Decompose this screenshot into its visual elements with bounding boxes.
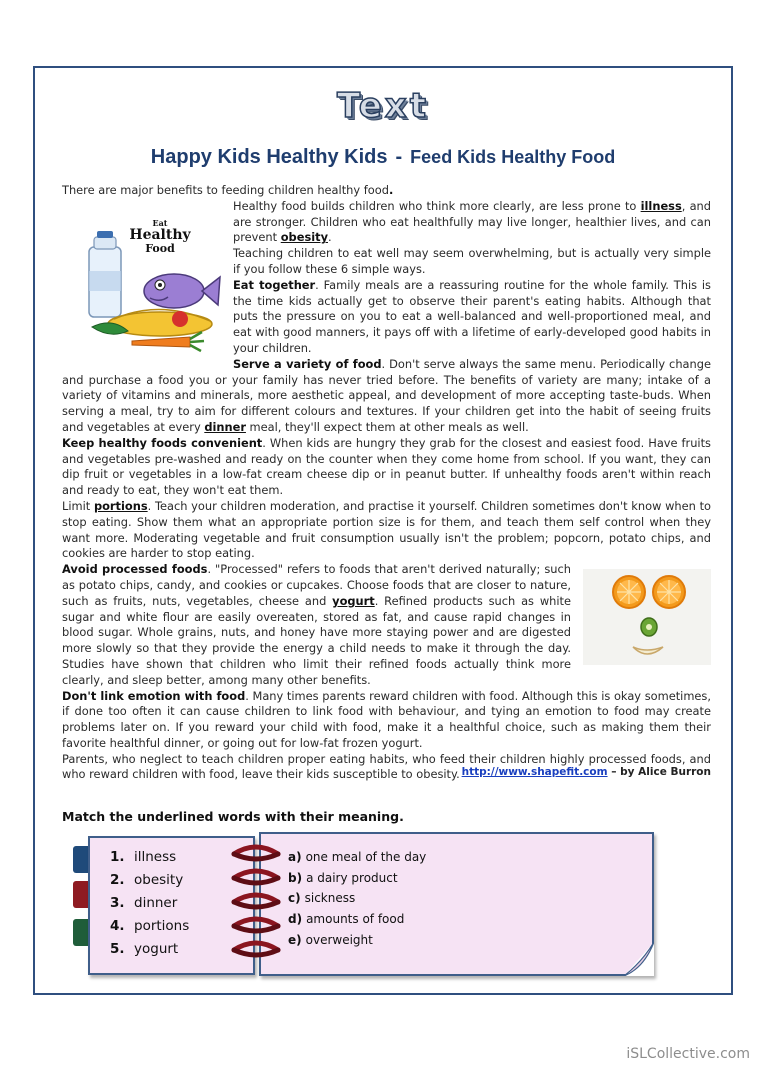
meaning-list-notebook: [259, 832, 654, 976]
paragraph-emotion: [62, 689, 711, 752]
fruit-face-image: [583, 569, 711, 665]
big-title: Text: [337, 86, 429, 126]
text-run: , and are stronger. Children who eat healthfully may live longer, healthier lives, and can prevent: [233, 198, 712, 245]
text-run: Healthy food builds children who think more clearly, are less prone to: [233, 198, 641, 213]
source-link[interactable]: http://www.shapefit.com: [461, 766, 608, 778]
paragraph-variety: [62, 357, 711, 436]
text-run: meal, they'll expect them at other meals as well.: [245, 419, 529, 434]
article-body: [62, 183, 711, 783]
meaning-item: a) one meal of the day: [288, 850, 427, 864]
bold-phrase: Eat together: [233, 277, 316, 292]
spiral-binding: [226, 842, 286, 972]
image-label-eat: Eat: [152, 217, 168, 228]
eat-healthy-food-image: [62, 199, 229, 359]
text-run: Parents, who neglect to teach children proper eating habits, who feed their children highly processed foods, and who reward children with food, leave their kids susceptible to obesity.: [62, 751, 711, 782]
notebook-tab-green: [73, 919, 89, 946]
text-run: . Family meals are a reassuring routine for the whole family. This is the time kids actually get to observe their parent's eating habits. Although that puts the pressure on you to eat a well-balanced and well-proportioned meal, and eat with good manners, it pays off with a lifetime of early-developed good habits in your children.: [233, 277, 711, 355]
bold-phrase: .: [388, 183, 394, 197]
notebook-tab-blue: [73, 846, 89, 873]
word-item: 3. dinner: [110, 895, 178, 911]
watermark: iSLCollective.com: [626, 1046, 750, 1062]
bold-phrase: Keep healthy foods convenient: [62, 435, 263, 450]
underlined-word: portions: [93, 498, 148, 513]
heading-sub: Feed Kids Healthy Food: [410, 147, 616, 167]
word-list: [110, 849, 189, 964]
text-run: . Refined products such as white sugar and white flour are easily overeaten, stored as fat, and cause rapid changes in blood sugar. Whole grains, nuts, and honey have more staying power and are digested more slowly so that they provide the energy a child needs to make it through the day. Studies have shown that children who limit their refined foods actually think more clearly, and sleep better, among many other benefits.: [62, 593, 571, 687]
bold-phrase: Serve a variety of food: [233, 356, 382, 371]
meaning-list: [288, 850, 426, 953]
meaning-item: d) amounts of food: [288, 912, 405, 927]
source-credit: [62, 766, 711, 778]
meaning-item: c) sickness: [288, 891, 356, 906]
meaning-item: e) overweight: [288, 932, 373, 947]
underlined-word: obesity: [280, 230, 328, 245]
text-run: . Don't serve always the same menu. Periodically change and purchase a food you or your family has never tried before. The benefits of variety are many; intake of a variety of vitamins and minerals, more aesthetic appeal, and development of more accepting taste-buds. When serving a meal, try to aim for different colours and textures. If your children get into the habit of seeing fruits and vegetables at every: [62, 356, 711, 434]
page-heading: [0, 146, 766, 169]
text-run: . Teach your children moderation, and practise it yourself. Children sometimes don't know when to stop eating. Show them what an appropriate portion size is for them, and teach them self control when they want more. Moderating vegetable and fruit consumption usually isn't the problem; popcorn, potato chips, and cookies are harder to stop eating.: [62, 498, 712, 561]
word-item: 4. portions: [110, 918, 190, 934]
paragraph-convenient: [62, 436, 711, 499]
word-item: 5. yogurt: [110, 941, 179, 957]
image-label-food: Food: [145, 241, 175, 255]
meaning-item: b) a dairy product: [288, 870, 398, 885]
notebook-tab-red: [73, 881, 89, 908]
word-item: 1. illness: [110, 849, 177, 865]
page-fold-corner: [624, 942, 654, 976]
text-run: . "Processed" refers to foods that aren't derived naturally; such as potato chips, candy, and cookies or cupcakes. Choose foods that are closer to nature, such as fruits, nuts, vegetables, cheese and: [62, 562, 571, 608]
text-run: .: [328, 230, 332, 245]
source-author: – by Alice Burron: [607, 766, 711, 778]
paragraph-intro-line: [62, 183, 711, 199]
paragraph-portions: [62, 499, 711, 562]
bold-phrase: Avoid processed foods: [62, 562, 208, 577]
heading-separator: -: [395, 146, 403, 168]
bold-phrase: Don't link emotion with food: [62, 688, 246, 703]
exercise-title: Match the underlined words with their meaning.: [62, 809, 404, 824]
word-item: 2. obesity: [110, 872, 184, 888]
underlined-word: dinner: [204, 419, 246, 434]
text-run: Teaching children to eat well may seem overwhelming, but is actually very simple if you follow these 6 simple ways.: [233, 246, 711, 276]
text-run: . Many times parents reward children with food. Although this is okay sometimes, if done too often it can cause children to link food with behaviour, and tying an emotion to food may create problems later on. If you reward your child with food, make it a healthful choice, such as making them their favorite healthful dinner, or going out for low-fat frozen yogurt.: [62, 688, 711, 750]
image-label-healthy: Healthy: [129, 226, 191, 243]
text-run: There are major benefits to feeding children healthy food: [62, 183, 389, 197]
underlined-word: yogurt: [332, 593, 375, 608]
text-run: . When kids are hungry they grab for the closest and easiest food. Have fruits and vegetables pre-washed and ready on the counter when they come home from school. If you want, they can dip fruit or vegetables in a low-fat cream cheese dip or in peanut butter. If unhealthy foods aren't within reach and ready to eat, they won't eat them.: [62, 435, 711, 498]
text-run: Limit: [62, 498, 94, 513]
underlined-word: illness: [640, 198, 682, 213]
heading-main: Happy Kids Healthy Kids: [150, 146, 388, 168]
